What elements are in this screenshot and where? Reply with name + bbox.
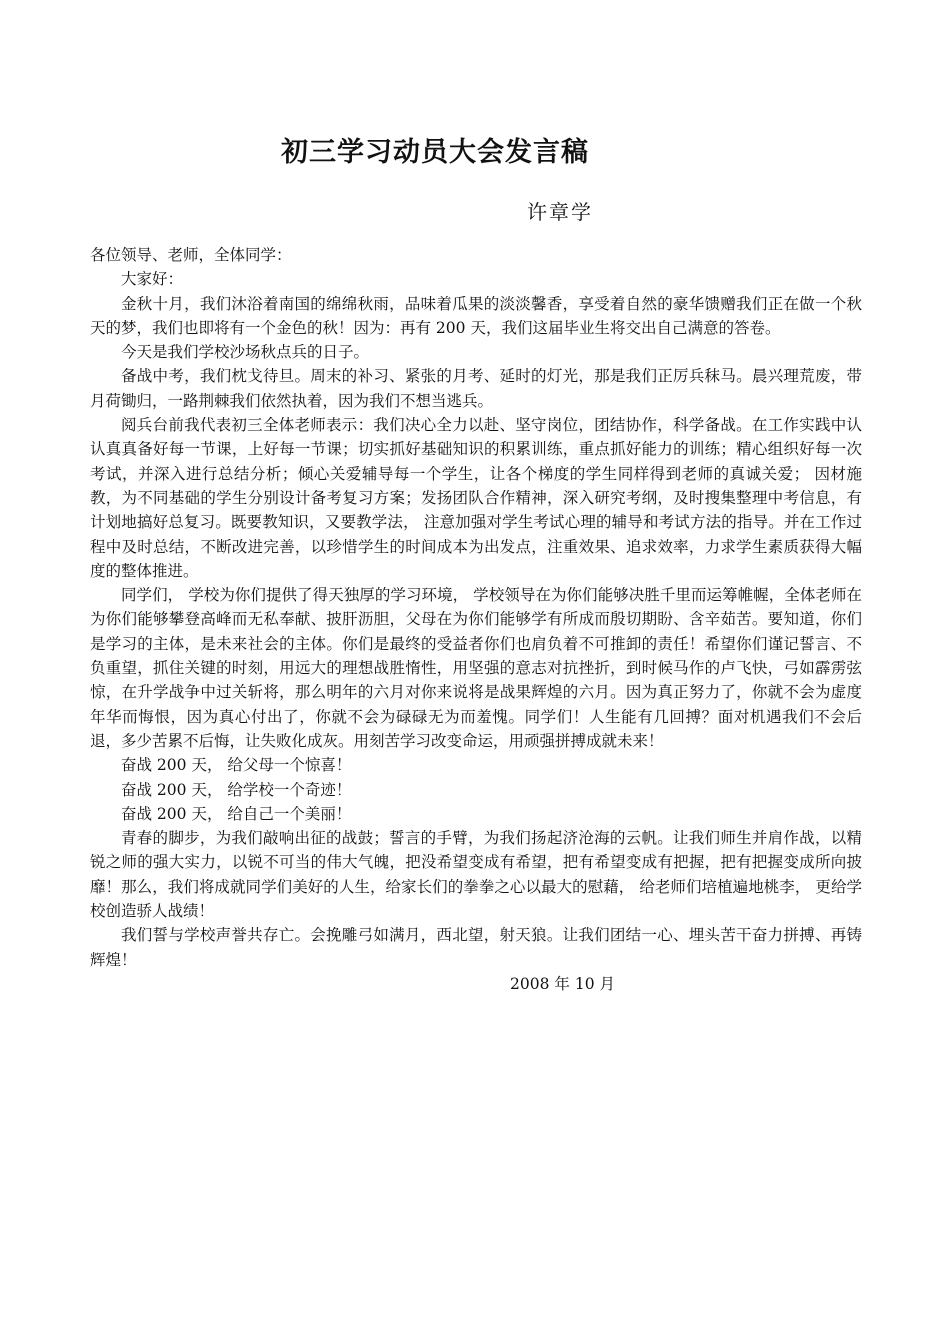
paragraph: 备战中考，我们枕戈待旦。周末的补习、紧张的月考、延时的灯光，那是我们正厉兵秣马。晨兴理荒废，带月荷锄归，一路荆棘我们依然执着，因为我们不想当逃兵。: [90, 367, 862, 410]
document-title: 初三学习动员大会发言稿: [281, 137, 589, 168]
slogan-line: 奋战 200 天， 给自己一个美丽！: [121, 804, 352, 823]
speech-body: [90, 243, 862, 996]
paragraph: 金秋十月，我们沐浴着南国的绵绵秋雨，品味着瓜果的淡淡馨香，享受着自然的豪华馈赠我们正在做一个秋天的梦，我们也即将有一个金色的秋！因为：再有 200 天，我们这届毕业生将交出自己满意的答卷。: [90, 294, 862, 337]
paragraph: 阅兵台前我代表初三全体老师表示：我们决心全力以赴、坚守岗位，团结协作，科学备战。在工作实践中认认真真备好每一节课，上好每一节课；切实抓好基础知识的积累训练，重点抓好能力的训练；精心组织好每一次考试，并深入进行总结分析；倾心关爱辅导每一个学生，让各个梯度的学生同样得到老师的真诚关爱； 因材施教，为不同基础的学生分别设计备考复习方案；发扬团队合作精神，深入研究考纲，及时搜集整理中考信息，有计划地搞好总复习。既要教知识，又要教学法， 注意加强对学生考试心理的辅导和考试方法的指导。并在工作过程中及时总结，不断改进完善，以珍惜学生的时间成本为出发点，注重效果、追求效率，力求学生素质获得大幅度的整体推进。: [90, 416, 862, 580]
slogan-line: 奋战 200 天， 给父母一个惊喜！: [121, 756, 352, 775]
slogan-line: 奋战 200 天， 给学校一个奇迹！: [121, 780, 352, 799]
document-date: 2008 年 10 月: [510, 974, 615, 993]
paragraph: 同学们， 学校为你们提供了得天独厚的学习环境， 学校领导在为你们能够决胜千里而运筹帷幄，全体老师在为你们能够攀登高峰而无私奉献、披肝沥胆，父母在为你们能够学有所成而殷切期盼、含辛茹苦。要知道，你们是学习的主体，是未来社会的主体。你们是最终的受益者你们也肩负着不可推卸的责任！希望你们谨记誓言、不负重望，抓住关键的时刻，用远大的理想战胜惰性，用坚强的意志对抗挫折，到时候马作的卢飞快，弓如霹雳弦惊，在升学战争中过关斩将，那么明年的六月对你来说将是战果辉煌的六月。因为真正努力了，你就不会为虚度年华而悔恨，因为真心付出了，你就不会为碌碌无为而羞愧。同学们！人生能有几回搏？面对机遇我们不会后退，多少苦累不后悔，让失败化成灰。用刻苦学习改变命运，用顽强拼搏成就未来！: [90, 586, 862, 750]
salutation: 各位领导、老师，全体同学：: [90, 246, 292, 264]
paragraph: 我们誓与学校声誉共存亡。会挽雕弓如满月，西北望，射天狼。让我们团结一心、埋头苦干奋力拼搏、再铸辉煌！: [90, 926, 862, 969]
paragraph: 今天是我们学校沙场秋点兵的日子。: [121, 343, 370, 362]
author-name: 许章学: [527, 200, 593, 224]
paragraph: 青春的脚步，为我们敲响出征的战鼓；誓言的手臂，为我们扬起济沧海的云帆。让我们师生并肩作战，以精锐之师的强大实力，以锐不可当的伟大气魄，把没希望变成有希望，把有希望变成有把握，把有把握变成所向披靡！那么，我们将成就同学们美好的人生，给家长们的拳拳之心以最大的慰藉， 给老师们培植遍地桃李， 更给学校创造骄人战绩！: [90, 829, 862, 921]
greeting: 大家好：: [121, 270, 184, 289]
